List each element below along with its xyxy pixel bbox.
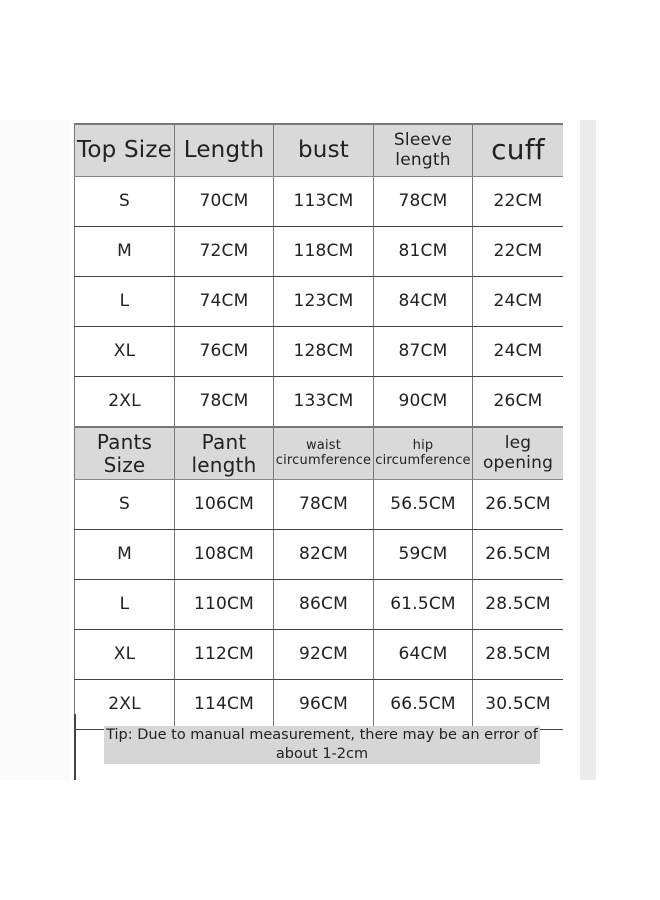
value-cell: 72CM [174,227,273,276]
size-cell: XL [74,327,174,376]
value-cell: 82CM [273,530,373,579]
header-cell: leg opening [472,428,563,479]
table-row [74,177,563,227]
value-cell: 66.5CM [373,680,472,729]
table-row [74,480,563,530]
value-cell: 87CM [373,327,472,376]
value-cell: 24CM [472,277,563,326]
header-cell: Length [174,125,273,176]
header-cell: Pant length [174,428,273,479]
header-cell: waist circumference [273,428,373,479]
value-cell: 30.5CM [472,680,563,729]
value-cell: 114CM [174,680,273,729]
background-shade [0,120,70,780]
value-cell: 118CM [273,227,373,276]
value-cell: 123CM [273,277,373,326]
value-cell: 108CM [174,530,273,579]
size-cell: L [74,580,174,629]
value-cell: 76CM [174,327,273,376]
pants-size-header-row [74,426,563,480]
value-cell: 112CM [174,630,273,679]
table-row [74,630,563,680]
top-size-header-row [74,123,563,177]
size-cell: M [74,227,174,276]
value-cell: 74CM [174,277,273,326]
header-cell: Pants Size [74,428,174,479]
size-chart [74,123,563,730]
value-cell: 56.5CM [373,480,472,529]
size-cell: 2XL [74,680,174,729]
value-cell: 86CM [273,580,373,629]
size-cell: M [74,530,174,579]
value-cell: 96CM [273,680,373,729]
header-cell: Sleeve length [373,125,472,176]
size-cell: XL [74,630,174,679]
value-cell: 26CM [472,377,563,426]
value-cell: 110CM [174,580,273,629]
value-cell: 90CM [373,377,472,426]
table-row [74,227,563,277]
value-cell: 78CM [373,177,472,226]
value-cell: 128CM [273,327,373,376]
header-cell: cuff [472,125,563,176]
value-cell: 61.5CM [373,580,472,629]
table-row [74,377,563,426]
header-cell: Top Size [74,125,174,176]
measurement-tip: Tip: Due to manual measurement, there may be an error of about 1-2cm [104,726,540,764]
table-row [74,580,563,630]
value-cell: 28.5CM [472,580,563,629]
table-left-border [74,714,76,780]
value-cell: 78CM [174,377,273,426]
value-cell: 81CM [373,227,472,276]
value-cell: 22CM [472,227,563,276]
header-cell: hip circumference [373,428,472,479]
size-cell: S [74,177,174,226]
value-cell: 59CM [373,530,472,579]
size-cell: L [74,277,174,326]
value-cell: 64CM [373,630,472,679]
value-cell: 24CM [472,327,563,376]
value-cell: 26.5CM [472,480,563,529]
value-cell: 84CM [373,277,472,326]
value-cell: 28.5CM [472,630,563,679]
size-cell: S [74,480,174,529]
value-cell: 22CM [472,177,563,226]
table-row [74,327,563,377]
value-cell: 26.5CM [472,530,563,579]
value-cell: 113CM [273,177,373,226]
table-row [74,680,563,730]
value-cell: 106CM [174,480,273,529]
table-row [74,530,563,580]
header-cell: bust [273,125,373,176]
value-cell: 70CM [174,177,273,226]
value-cell: 78CM [273,480,373,529]
side-strip [580,120,596,780]
value-cell: 133CM [273,377,373,426]
table-row [74,277,563,327]
value-cell: 92CM [273,630,373,679]
size-cell: 2XL [74,377,174,426]
